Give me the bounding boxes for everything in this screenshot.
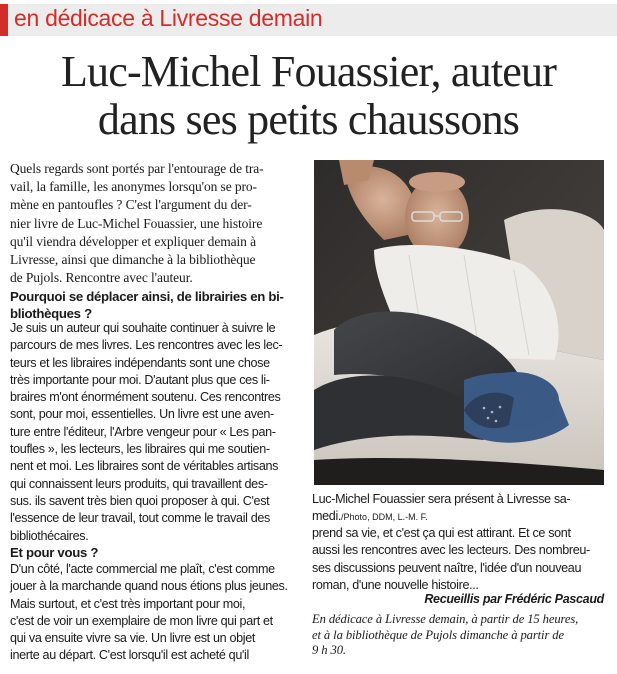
answer-line: braires m'ont énormément soutenu. Ces rencontres xyxy=(10,390,281,405)
intro-line: de Pujols. Rencontre avec l'auteur. xyxy=(10,270,193,286)
answer-line: c'est de voir un exemplaire de mon livre qui part et xyxy=(10,613,273,628)
question-line: Pourquoi se déplacer ainsi, de librairies en bi- xyxy=(10,289,284,304)
answer-line: jouer à la marchande quand nous étions plus jeunes. xyxy=(10,579,288,594)
answer-line: sus. ils savent très bien quoi proposer à qui. C'est xyxy=(10,493,270,508)
intro-line: Quels regards sont portés par l'entourage de tra- xyxy=(10,161,264,176)
answer-line: nent et moi. Les libraires sont de véritables artisans xyxy=(10,459,279,474)
answer-line: toufles », les lecteurs, les libraires qui me soutien- xyxy=(10,442,270,457)
question-2 xyxy=(10,544,98,561)
answer-line: aussi les rencontres avec les lecteurs. Des nombreu- xyxy=(312,543,590,558)
answer-line: Je suis un auteur qui souhaite continuer à suivre le xyxy=(10,321,276,335)
headline xyxy=(0,48,617,144)
photo-credit: /Photo, DDM, L.-M. F. xyxy=(341,512,428,522)
intro-line: mène en pantoufles ? C'est l'argument du der- xyxy=(10,197,252,213)
event-info xyxy=(312,612,608,659)
answer-2-continued xyxy=(312,525,608,594)
question-line: bliothèques ? xyxy=(10,306,92,321)
intro-paragraph xyxy=(10,160,305,287)
answer-line: bibliothécaires. xyxy=(10,528,89,543)
intro-line: nier livre de Luc-Michel Fouassier, une histoire xyxy=(10,215,263,231)
intro-line: Livresse, ainsi que dimanche à la bibliothèque xyxy=(10,252,256,268)
photo-of-author xyxy=(314,160,604,485)
answer-line: roman, d'une nouvelle histoire... xyxy=(312,577,479,592)
answer-line: Mais surtout, et c'est très important pour moi, xyxy=(10,596,246,611)
event-info-line: 9 h 30. xyxy=(312,643,346,657)
event-info-line: et à la bibliothèque de Pujols dimanche à partir de xyxy=(312,627,564,642)
byline: Recueillis par Frédéric Pascaud xyxy=(424,592,604,606)
photo-illustration xyxy=(314,160,604,485)
intro-line: vail, la famille, les anonymes lorsqu'on se pro- xyxy=(10,179,257,195)
caption-line xyxy=(312,508,608,526)
headline-line-1: Luc-Michel Fouassier, auteur xyxy=(60,47,557,96)
answer-2 xyxy=(10,561,305,665)
answer-line: parcours de mes livres. Les rencontres avec les lec- xyxy=(10,338,283,353)
headline-line-2: dans ses petits chaussons xyxy=(97,95,520,144)
answer-line: sont, pour moi, essentielles. Un livre est une aven- xyxy=(10,407,274,422)
caption-line: Luc-Michel Fouassier sera présent à Livresse sa- xyxy=(312,492,571,506)
event-info-line: En dédicace à Livresse demain, à partir de 15 heures, xyxy=(312,612,579,626)
answer-line: prend sa vie, et c'est ça qui est attirant. Et ce sont xyxy=(312,526,571,540)
answer-line: D'un côté, l'acte commercial me plaît, c'est comme xyxy=(10,562,275,576)
question-1 xyxy=(10,288,284,322)
answer-line: inerte au départ. C'est lorsqu'il est acheté qu'il xyxy=(10,648,249,663)
kicker: en dédicace à Livresse demain xyxy=(14,5,323,31)
answer-line: l'essence de leur travail, tout comme le travail des xyxy=(10,511,270,526)
caption-text: medi. xyxy=(312,509,342,523)
answer-line: teurs et les libraires indépendants sont une chose xyxy=(10,355,270,370)
question-line: Et pour vous ? xyxy=(10,545,99,560)
answer-line: très importante pour moi. D'autant plus que ces li- xyxy=(10,372,270,387)
intro-line: qu'il viendra développer et expliquer demain à xyxy=(10,233,256,249)
answer-line: qui va ensuite vivre sa vie. Un livre est un objet xyxy=(10,631,256,646)
kicker-accent xyxy=(0,4,8,36)
answer-line: ses discussions peuvent naître, l'idée d'un nouveau xyxy=(312,560,582,575)
answer-line: qui connaissent leurs produits, qui travaillent des- xyxy=(10,476,268,491)
answer-line: ture entre l'éditeur, l'Arbre vengeur pour « Les pan- xyxy=(10,424,276,439)
answer-1 xyxy=(10,320,305,545)
photo-caption xyxy=(312,491,608,526)
